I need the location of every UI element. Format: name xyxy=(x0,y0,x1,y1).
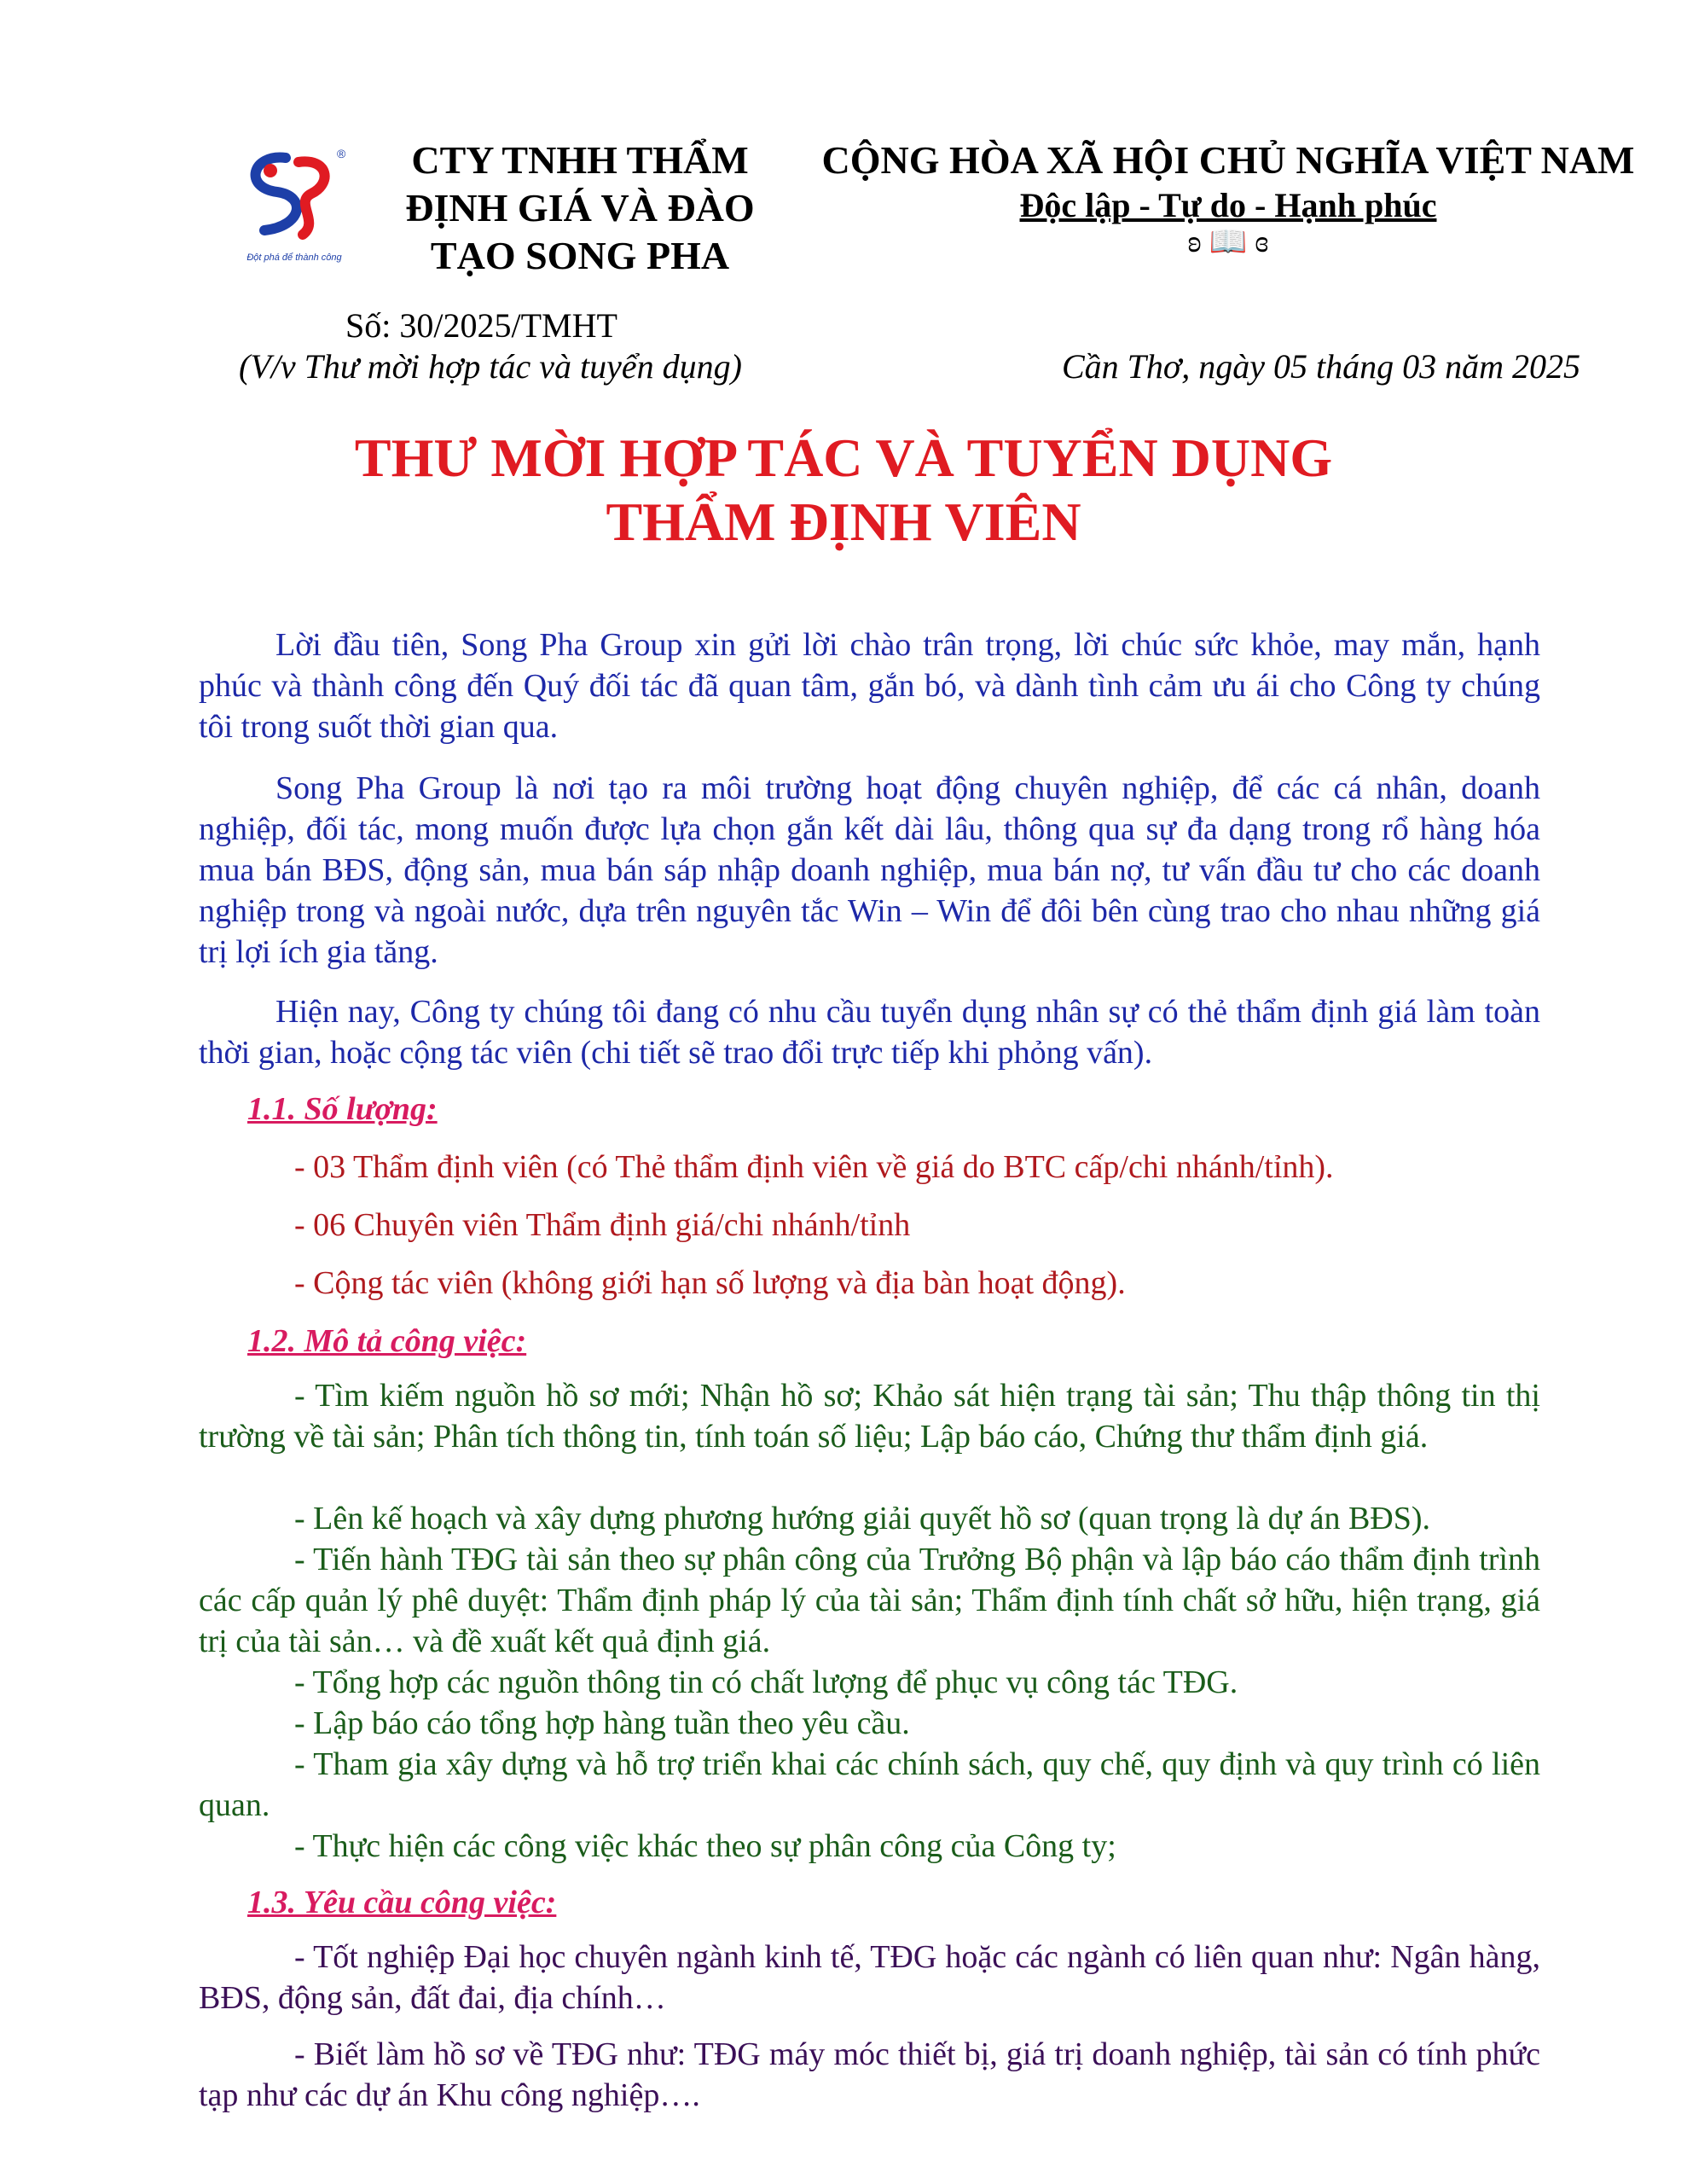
page-title-line-2: THẨM ĐỊNH VIÊN xyxy=(606,491,1081,552)
quantity-item-2: - 06 Chuyên viên Thẩm định giá/chi nhánh/tỉnh xyxy=(294,1207,911,1243)
section-heading-description: 1.2. Mô tả công việc: xyxy=(247,1323,527,1359)
book-ornament-icon: ʚ 📖 ɞ xyxy=(1187,224,1269,258)
requirement-item-1: - Tốt nghiệp Đại học chuyên ngành kinh tế, TĐG hoặc các ngành có liên quan như: Ngân hàng, BĐS, động sản, đất đai, địa chính… xyxy=(199,1939,1540,2016)
requirement-item-2: - Biết làm hồ sơ về TĐG như: TĐG máy móc thiết bị, giá trị doanh nghiệp, tài sản có tính phức tạp như các dự án Khu công nghiệp…. xyxy=(199,2036,1540,2113)
description-item-5: - Lập báo cáo tổng hợp hàng tuần theo yêu cầu. xyxy=(294,1705,910,1741)
company-line-3: TẠO SONG PHA xyxy=(430,234,730,277)
company-line-1: CTY TNHH THẨM xyxy=(411,138,749,182)
quantity-item-1: - 03 Thẩm định viên (có Thẻ thẩm định viên về giá do BTC cấp/chi nhánh/tỉnh). xyxy=(294,1149,1334,1185)
section-heading-requirements: 1.3. Yêu cầu công việc: xyxy=(247,1885,557,1920)
svg-text:®: ® xyxy=(337,147,346,160)
company-logo xyxy=(226,141,362,263)
intro-paragraph-2: Song Pha Group là nơi tạo ra môi trường hoạt động chuyên nghiệp, để các cá nhân, doanh nghiệp, đối tác, mong muốn được lựa chọn gắn kết dài lâu, thông qua sự đa dạng trong rổ hàng hóa mua bán BĐS, động sản, mua bán sáp nhập doanh nghiệp, mua bán nợ, tư vấn đầu tư cho các doanh nghiệp trong và ngoài nước, dựa trên nguyên tắc Win – Win để đôi bên cùng trao cho nhau những giá trị lợi ích gia tăng. xyxy=(199,770,1540,970)
document-subject: (V/v Thư mời hợp tác và tuyển dụng) xyxy=(239,347,742,386)
song-pha-logo-icon xyxy=(226,141,362,260)
description-item-1: - Tìm kiếm nguồn hồ sơ mới; Nhận hồ sơ; Khảo sát hiện trạng tài sản; Thu thập thông tin thị trường về tài sản; Phân tích thông tin, tính toán số liệu; Lập báo cáo, Chứng thư thẩm định giá. xyxy=(199,1378,1540,1455)
description-item-6: - Tham gia xây dựng và hỗ trợ triển khai các chính sách, quy chế, quy định và quy trình có liên quan. xyxy=(199,1746,1540,1823)
company-line-2: ĐỊNH GIÁ VÀ ĐÀO xyxy=(405,186,755,229)
place-date: Cần Thơ, ngày 05 tháng 03 năm 2025 xyxy=(1062,347,1581,386)
section-heading-quantity: 1.1. Số lượng: xyxy=(247,1091,438,1127)
description-item-2: - Lên kế hoạch và xây dựng phương hướng giải quyết hồ sơ (quan trọng là dự án BĐS). xyxy=(294,1501,1431,1536)
intro-paragraph-1: Lời đầu tiên, Song Pha Group xin gửi lời chào trân trọng, lời chúc sức khỏe, may mắn, hạnh phúc và thành công đến Quý đối tác đã quan tâm, gắn bó, và dành tình cảm ưu ái cho Công ty chúng tôi trong suốt thời gian qua. xyxy=(199,627,1540,745)
company-name xyxy=(375,136,785,280)
description-item-3: - Tiến hành TĐG tài sản theo sự phân công của Trưởng Bộ phận và lập báo cáo thẩm định trình các cấp quản lý phê duyệt: Thẩm định pháp lý của tài sản; Thẩm định tính chất sở hữu, hiện trạng, giá trị của tài sản… và đề xuất kết quả định giá. xyxy=(199,1542,1540,1659)
logo-caption: Đột phá để thành công xyxy=(246,253,342,263)
intro-paragraph-3: Hiện nay, Công ty chúng tôi đang có nhu cầu tuyển dụng nhân sự có thẻ thẩm định giá làm toàn thời gian, hoặc cộng tác viên (chi tiết sẽ trao đổi trực tiếp khi phỏng vấn). xyxy=(199,994,1540,1071)
nation-title: CỘNG HÒA XÃ HỘI CHỦ NGHĨA VIỆT NAM xyxy=(821,138,1635,182)
page-title-line-1: THƯ MỜI HỢP TÁC VÀ TUYỂN DỤNG xyxy=(354,427,1333,488)
national-motto: Độc lập - Tự do - Hạnh phúc xyxy=(1019,186,1437,224)
quantity-item-3: - Cộng tác viên (không giới hạn số lượng và địa bàn hoạt động). xyxy=(294,1265,1126,1301)
description-item-4: - Tổng hợp các nguồn thông tin có chất lượng để phục vụ công tác TĐG. xyxy=(294,1664,1238,1700)
description-item-7: - Thực hiện các công việc khác theo sự phân công của Công ty; xyxy=(294,1828,1116,1864)
document-number: Số: 30/2025/TMHT xyxy=(345,306,617,345)
